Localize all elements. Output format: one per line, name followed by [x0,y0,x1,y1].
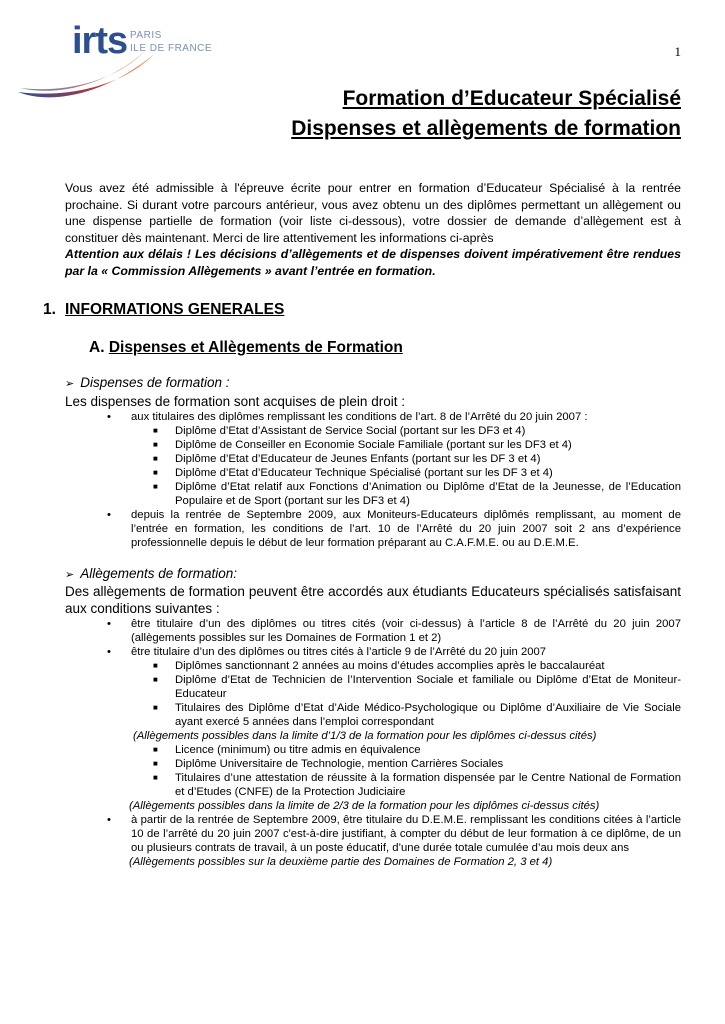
page-title [291,84,681,144]
list-item-text: être titulaire d’un des diplômes ou titres cités (voir ci-dessus) à l’article 8 de l’Arrêté du 20 juin 2007 (allègements possibles sur les Domaines de Formation 1 et 2) [131,618,681,644]
allegements-heading [65,566,681,584]
arrow-right-icon: ➢ [65,568,75,581]
dispenses-heading [65,375,681,393]
square-bullet-icon: ■ [153,467,158,477]
logo-text: irts [72,20,128,62]
sub-list-item [65,424,681,438]
list-item-text: à partir de la rentrée de Septembre 2009, être titulaire du D.E.M.E. remplissant les conditions citées à l’article 10 de l’arrêté du 20 juin 2007 c'est-à-dire justifiant, à compter du début de leur formation à ce diplôme, de un ou plusieurs contrats de travail, à un poste éducatif, d’une durée totale cumulée d’au mois deux ans [131,814,681,854]
title-line-2: Dispenses et allègements de formation [291,117,681,140]
list-item [65,813,681,855]
arrow-right-icon: ➢ [65,378,75,390]
subsection-letter: A. [89,338,105,356]
bullet-icon: • [107,508,111,521]
list-item [65,645,681,659]
square-bullet-icon: ■ [153,439,158,449]
irts-logo [14,14,214,104]
bullet-icon: • [107,646,111,658]
bullet-icon: • [107,814,111,826]
sub-list-item-text: Diplôme d’Etat de Technicien de l’Intervention Sociale et familiale ou Diplôme d’Etat de Moniteur-Educateur [175,674,681,700]
sub-list-item-text: Diplôme d’Etat d’Educateur de Jeunes Enfants (portant sur les DF 3 et 4) [175,452,541,465]
sub-list-item [65,466,681,480]
sub-list-item-text: Licence (minimum) ou titre admis en équivalence [175,744,421,756]
subsection-title: Dispenses et Allègements de Formation [108,338,403,356]
square-bullet-icon: ■ [153,481,158,491]
list-item-text: aux titulaires des diplômes remplissant les conditions de l’art. 8 de l’Arrêté du 20 juin 2007 : [131,410,588,423]
sub-list-item [65,480,681,508]
bullet-icon: • [107,618,111,630]
page-number: 1 [674,44,681,59]
square-bullet-icon: ■ [153,703,158,712]
square-bullet-icon: ■ [153,675,158,684]
sub-list-item-text: Titulaires d’une attestation de réussite à la formation dispensée par le Centre National de Formation et d’Etudes (CNFE) de la Protection Judiciaire [175,772,681,798]
sub-list-item [65,438,681,452]
sub-list-item [65,757,681,771]
intro-paragraph: Vous avez été admissible à l'épreuve écrite pour entrer en formation d’Educateur Spécialisé à la rentrée prochaine. Si durant votre parcours antérieur, vous avez obtenu un des diplômes permettant un allègement ou une dispense partielle de formation (voir liste ci-dessous), votre dossier de demande d’allègement est à constituer dès maintenant. Merci de lire attentivement les informations ci-après [65,181,681,245]
allegements-note-a: (Allègements possibles dans la limite d’1/3 de la formation pour les diplômes ci-dessus cités) [133,730,597,742]
square-bullet-icon: ■ [153,453,158,463]
square-bullet-icon: ■ [153,759,158,768]
dispenses-heading-text: Dispenses de formation : [80,375,230,390]
list-item [65,508,681,550]
sub-list-item [65,659,681,673]
subsection-heading-a [89,340,681,357]
document-body [43,180,681,869]
sub-list-item-text: Diplôme d’Etat d’Assistant de Service Social (portant sur les DF3 et 4) [175,424,526,437]
section-title: INFORMATIONS GENERALES [65,301,285,318]
sub-list-item [65,673,681,701]
square-bullet-icon: ■ [153,425,158,435]
list-item-text: être titulaire d’un des diplômes ou titres cités à l’article 9 de l’Arrêté du 20 juin 2007 [131,646,547,658]
section-heading-1 [43,301,681,319]
list-item [65,410,681,424]
square-bullet-icon: ■ [153,661,158,670]
sub-list-item [65,701,681,729]
deadline-warning: Attention aux délais ! Les décisions d’allègements et de dispenses doivent impérativement être rendues par la « Commission Allègements » avant l’entrée en formation. [65,247,681,278]
sub-list-item [65,771,681,799]
bullet-icon: • [107,410,111,423]
sub-list-item [65,452,681,466]
title-line-1: Formation d’Educateur Spécialisé [342,87,681,110]
allegements-note-b: (Allègements possibles dans la limite de 2/3 de la formation pour les diplômes ci-dessus cités) [129,800,600,812]
sub-list-item-text: Diplômes sanctionnant 2 années au moins d’études accomplies après le baccalauréat [175,660,605,672]
sub-list-item-text: Diplôme Universitaire de Technologie, mention Carrières Sociales [175,758,504,770]
dispenses-list [65,410,681,550]
section-number: 1. [43,301,56,318]
list-item-text: depuis la rentrée de Septembre 2009, aux Moniteurs-Educateurs diplômés remplissant, au moment de l’entrée en formation, les conditions de l’art. 10 de l’Arrêté du 20 juin 2007 soit 2 ans d’expérience professionnelle depuis le début de leur formation préparant au C.A.F.M.E. ou au D.E.M.E. [131,508,681,549]
sub-list-item-text: Titulaires des Diplôme d’Etat d’Aide Médico-Psychologique ou Diplôme d’Auxiliaire de Vie Sociale ayant exercé 5 années dans l’emploi correspondant [175,702,681,728]
square-bullet-icon: ■ [153,773,158,782]
logo-subtitle-paris: PARIS [130,30,162,41]
allegements-heading-text: Allègements de formation: [80,565,238,581]
sub-list-item-text: Diplôme de Conseiller en Economie Sociale Familiale (portant sur les DF3 et 4) [175,438,572,451]
square-bullet-icon: ■ [153,745,158,754]
dispenses-lead: Les dispenses de formation sont acquises de plein droit : [65,393,405,409]
sub-list-item-text: Diplôme d’Etat relatif aux Fonctions d’Animation ou Diplôme d’Etat de la Jeunesse, de l’Education Populaire et de Sport (portant sur les DF3 et 4) [175,480,681,507]
allegements-lead: Des allègements de formation peuvent être accordés aux étudiants Educateurs spécialisés satisfaisant aux conditions suivantes : [65,584,681,616]
list-item [65,617,681,645]
sub-list-item-text: Diplôme d’Etat d’Educateur Technique Spécialisé (portant sur les DF 3 et 4) [175,466,553,479]
logo-subtitle-region: ILE DE FRANCE [130,43,213,54]
allegements-list [65,617,681,869]
allegements-note-c: (Allègements possibles sur la deuxième partie des Domaines de Formation 2, 3 et 4) [129,856,553,868]
sub-list-item [65,743,681,757]
